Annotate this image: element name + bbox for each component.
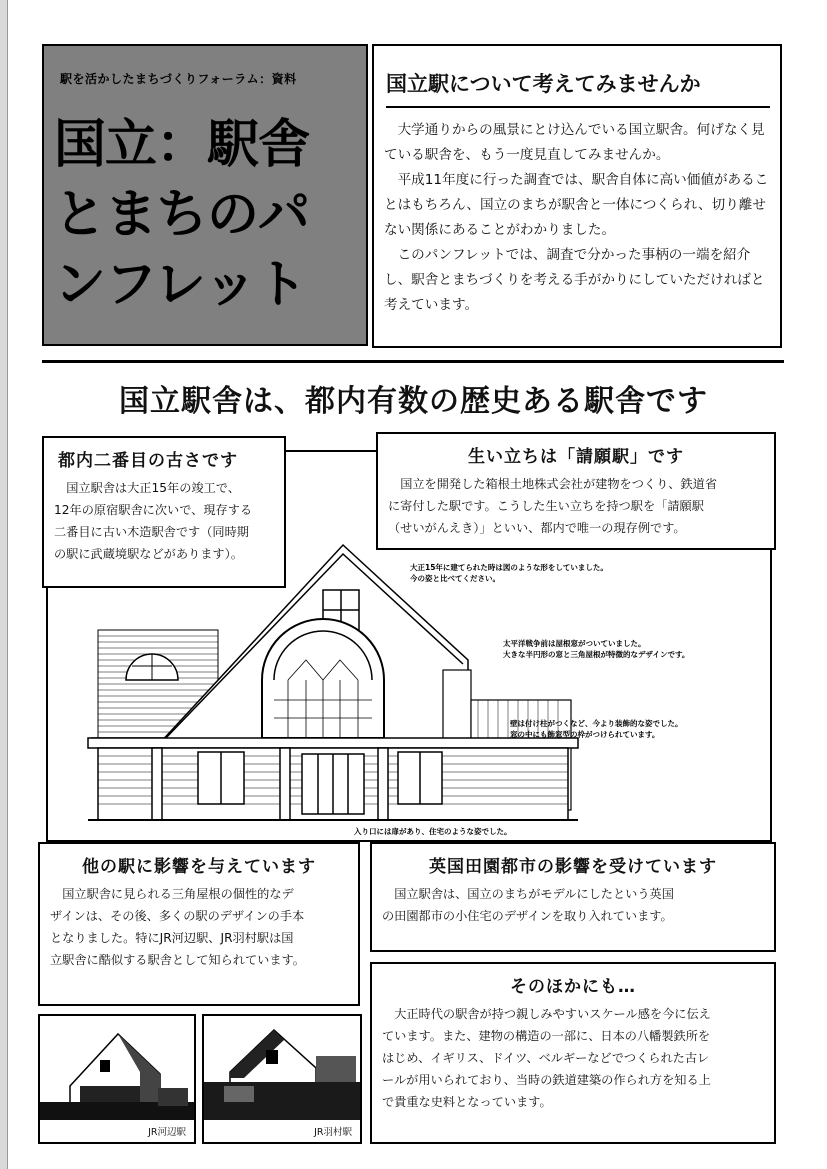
- intro-paragraph: このパンフレットでは、調査で分かった事柄の一端を紹介し、駅舎とまちづくりを考える手がかりにしていただければと考えています。: [384, 247, 765, 313]
- box-line: 立駅舎に酷似する駅舎として知られています。: [50, 953, 305, 967]
- box-body: [378, 467, 774, 539]
- box-line: 国立駅舎は大正15年の竣工で、: [66, 481, 240, 495]
- info-box-origin: [376, 432, 776, 550]
- annotation-wall-line: 壁は付け柱がつくなど、今より装飾的な姿でした。: [510, 719, 683, 728]
- box-heading: 都内二番目の古さです: [58, 451, 238, 471]
- box-line: の駅に武蔵境駅などがあります）。: [54, 547, 243, 561]
- hamura-station-photo: [204, 1016, 360, 1120]
- box-body: [44, 471, 284, 565]
- title-line: とまちのパ: [54, 184, 310, 245]
- info-box-garden-city: [370, 842, 776, 952]
- section-divider: [42, 360, 784, 363]
- box-heading: そのほかにも…: [510, 977, 636, 997]
- annotation-roof-line: 大きな半円形の窓と三角屋根が特徴的なデザインです。: [503, 650, 690, 659]
- box-body: [372, 997, 774, 1113]
- box-body: [40, 877, 358, 971]
- box-line: 国立を開発した箱根土地株式会社が建物をつくり、鉄道省: [400, 477, 718, 491]
- title-block: [42, 44, 368, 346]
- box-line: で貴重な史料となっています。: [382, 1095, 552, 1109]
- box-line: 二番目に古い木造駅舎です（同時期: [54, 525, 249, 539]
- intro-box: [372, 44, 782, 348]
- info-box-other: [370, 962, 776, 1144]
- title-line: ンフレット: [54, 254, 307, 315]
- intro-paragraph: 大学通りからの風景にとけ込んでいる国立駅舎。何げなく見ている駅舎を、もう一度見直してみませんか。: [384, 122, 765, 163]
- intro-heading: 国立駅について考えてみませんか: [386, 68, 770, 108]
- annotation-entrance: 入り口には扉があり、住宅のような姿でした。: [354, 827, 512, 836]
- photo-caption: JR羽村駅: [314, 1127, 352, 1138]
- kawabe-station-photo: [40, 1016, 194, 1120]
- box-line: ザインは、その後、多くの駅のデザインの手本: [50, 909, 305, 923]
- section-heading: 国立駅舎は、都内有数の歴史ある駅舎です: [119, 384, 708, 419]
- forum-label: 駅を活かしたまちづくりフォーラム：資料: [60, 72, 297, 86]
- box-line: となりました。特にJR河辺駅、JR羽村駅は国: [50, 931, 294, 945]
- box-line: 大正時代の駅舎が持つ親しみやすいスケール感を今に伝え: [394, 1007, 711, 1021]
- intro-paragraph: 平成11年度に行った調査では、駅舎自体に高い価値があることはもちろん、国立のまちが駅舎と一体につくられ、切り離せない関係にあることがわかりました。: [384, 172, 769, 238]
- box-line: 国立駅舎に見られる三角屋根の個性的なデ: [62, 887, 294, 901]
- binding-strip: [0, 0, 8, 1169]
- annotation-roof-line: 太平洋戦争前は屋根窓がついていました。: [503, 639, 646, 648]
- annotation-top-line: 今の姿と比べてください。: [410, 574, 500, 583]
- box-heading: 生い立ちは「請願駅」です: [468, 447, 684, 467]
- info-box-oldest: [42, 436, 286, 588]
- box-line: 12年の原宿駅舎に次いで、現存する: [54, 503, 253, 517]
- box-line: の田園都市の小住宅のデザインを取り入れています。: [382, 909, 673, 923]
- info-box-influence: [38, 842, 360, 1006]
- box-line: （せいがんえき）」といい、都内で唯一の現存例です。: [388, 521, 686, 535]
- box-line: に寄付した駅です。こうした生い立ちを持つ駅を「請願駅: [388, 499, 704, 513]
- ground-floor: [88, 738, 578, 820]
- frame-connector: [286, 450, 376, 452]
- box-line: ています。また、建物の構造の一部に、日本の八幡製鉄所を: [382, 1029, 711, 1043]
- box-line: 国立駅舎は、国立のまちがモデルにしたという英国: [394, 887, 674, 901]
- photo-hamura-station: [202, 1014, 362, 1144]
- box-body: [372, 877, 774, 927]
- box-heading: 他の駅に影響を与えています: [82, 857, 316, 877]
- box-heading: 英国田園都市の影響を受けています: [429, 857, 717, 877]
- annotation-wall-line: 窓の中にも飾窓型の枠がつけられています。: [510, 730, 660, 739]
- title-line: 国立：駅舎: [54, 114, 310, 175]
- intro-body: [384, 118, 774, 318]
- photo-kawabe-station: [38, 1014, 196, 1144]
- page-title: [54, 110, 364, 320]
- box-line: はじめ、イギリス、ドイツ、ベルギーなどでつくられた古レ: [382, 1051, 710, 1065]
- annotation-top-line: 大正15年に建てられた時は図のような形をしていました。: [410, 563, 608, 572]
- photo-caption: JR河辺駅: [148, 1127, 186, 1138]
- box-line: ールが用いられており、当時の鉄道建築の作られ方を知る上: [382, 1073, 711, 1087]
